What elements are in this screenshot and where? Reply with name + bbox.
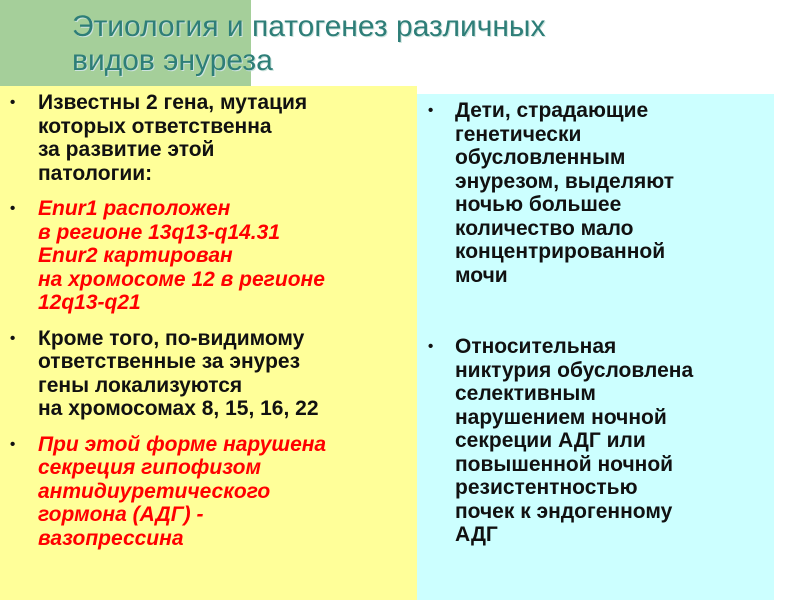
list-item-text: При этой форме нарушена секреция гипофизом антидиуретического гормона (АДГ) - вазопрессина xyxy=(38,432,327,550)
bullet-icon: • xyxy=(10,94,16,111)
list-item-text: Enur1 расположен в регионе 13q13-q14.31 Enur2 картирован на хромосоме 12 в регионе 12q13-q21 xyxy=(38,197,325,314)
list-item-text: Относительная никтурия обусловлена селективным нарушением ночной секреции АДГ или повышенной ночной резистентностью почек к эндогенному АДГ xyxy=(455,335,694,546)
bullet-icon: • xyxy=(10,329,16,347)
list-item xyxy=(0,433,417,551)
bullet-icon: • xyxy=(10,200,16,217)
list-item-text: Кроме того, по-видимому ответственные за энурез гены локализуются на хромосомах 8, 15, 16, 22 xyxy=(38,326,319,420)
list-item xyxy=(417,99,774,287)
right-panel xyxy=(417,94,774,600)
list-item-text: Известны 2 гена, мутация которых ответственна за развитие этой патологии: xyxy=(38,91,308,185)
left-bullet-list xyxy=(0,91,417,550)
bullet-icon: • xyxy=(428,338,434,355)
bullet-icon: • xyxy=(10,435,16,453)
list-item xyxy=(0,327,417,421)
right-bullet-list xyxy=(417,99,774,547)
list-item-text: Дети, страдающие генетически обусловленным энурезом, выделяют ночью большее количество мало концентрированной мочи xyxy=(455,99,675,287)
list-item xyxy=(417,335,774,547)
slide-title: Этиология и патогенез различных видов энуреза xyxy=(72,10,546,77)
left-panel xyxy=(0,86,417,600)
bullet-icon: • xyxy=(428,102,434,119)
list-item xyxy=(0,91,417,185)
list-item xyxy=(0,197,417,315)
